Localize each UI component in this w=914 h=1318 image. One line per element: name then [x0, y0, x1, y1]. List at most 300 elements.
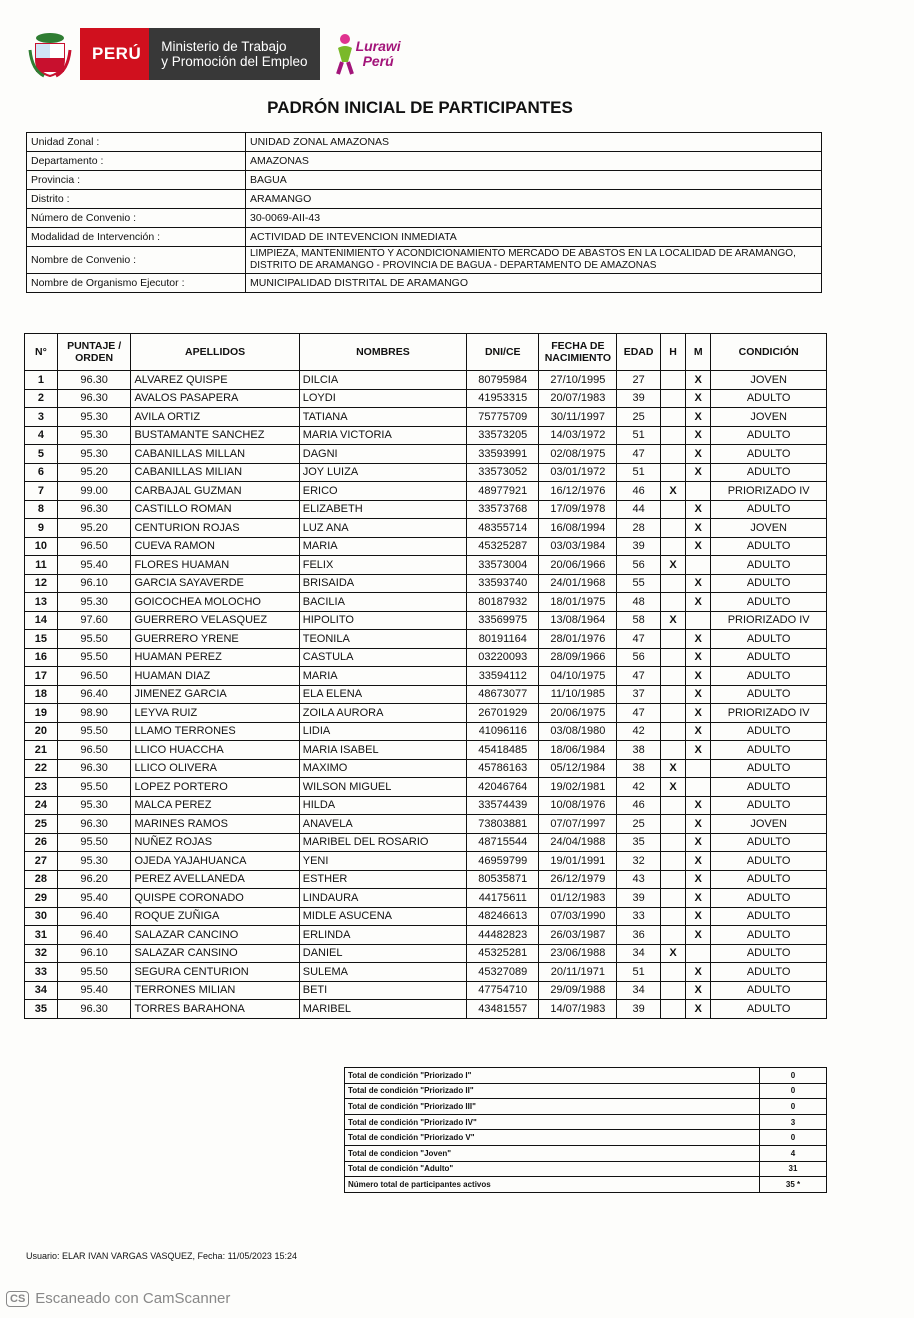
- row-dni: 41953315: [467, 389, 539, 408]
- row-condition: ADULTO: [711, 778, 827, 797]
- column-header: DNI/CE: [467, 334, 539, 371]
- row-names: LUZ ANA: [299, 519, 466, 538]
- totals-value: 31: [760, 1161, 827, 1177]
- table-row: [25, 926, 827, 945]
- row-surname: HUAMAN DIAZ: [131, 667, 299, 686]
- row-score: 95.50: [57, 778, 131, 797]
- table-header-row: [25, 334, 827, 371]
- info-value: LIMPIEZA, MANTENIMIENTO Y ACONDICIONAMIENTO MERCADO DE ABASTOS EN LA LOCALIDAD DE ARAMANGO, DISTRITO DE ARAMANGO - PROVINCIA DE BAGUA - DEPARTAMENTO DE AMAZONAS: [246, 247, 822, 274]
- row-male: [660, 852, 685, 871]
- row-male: [660, 963, 685, 982]
- row-male: [660, 445, 685, 464]
- row-female: X: [686, 926, 711, 945]
- row-birthdate: 13/08/1964: [539, 611, 617, 630]
- row-age: 27: [617, 371, 661, 390]
- ministry-name: [149, 28, 319, 80]
- row-age: 58: [617, 611, 661, 630]
- row-number: 29: [25, 889, 58, 908]
- row-score: 99.00: [57, 482, 131, 501]
- row-birthdate: 01/12/1983: [539, 889, 617, 908]
- row-age: 46: [617, 482, 661, 501]
- row-score: 98.90: [57, 704, 131, 723]
- row-number: 32: [25, 944, 58, 963]
- row-dni: 33569975: [467, 611, 539, 630]
- row-age: 32: [617, 852, 661, 871]
- row-names: LOYDI: [299, 389, 466, 408]
- row-age: 42: [617, 722, 661, 741]
- row-number: 22: [25, 759, 58, 778]
- totals-row: [345, 1083, 827, 1099]
- row-male: [660, 426, 685, 445]
- row-number: 19: [25, 704, 58, 723]
- row-dni: 47754710: [467, 981, 539, 1000]
- info-row: [27, 133, 822, 152]
- row-names: CASTULA: [299, 648, 466, 667]
- lurawi-line-1: Lurawi: [355, 38, 401, 54]
- row-female: X: [686, 796, 711, 815]
- totals-value: 0: [760, 1130, 827, 1146]
- row-score: 95.30: [57, 593, 131, 612]
- row-score: 96.30: [57, 389, 131, 408]
- row-age: 39: [617, 889, 661, 908]
- totals-row: [345, 1114, 827, 1130]
- row-female: X: [686, 722, 711, 741]
- row-score: 95.40: [57, 889, 131, 908]
- row-male: [660, 741, 685, 760]
- row-names: BETI: [299, 981, 466, 1000]
- row-number: 14: [25, 611, 58, 630]
- table-row: [25, 944, 827, 963]
- row-female: [686, 482, 711, 501]
- row-names: DAGNI: [299, 445, 466, 464]
- table-row: [25, 556, 827, 575]
- row-dni: 45325281: [467, 944, 539, 963]
- row-surname: JIMENEZ GARCIA: [131, 685, 299, 704]
- row-surname: LLICO HUACCHA: [131, 741, 299, 760]
- row-male: [660, 463, 685, 482]
- row-number: 24: [25, 796, 58, 815]
- peru-brand: PERÚ: [80, 28, 149, 80]
- row-number: 11: [25, 556, 58, 575]
- row-condition: ADULTO: [711, 426, 827, 445]
- row-dni: 80187932: [467, 593, 539, 612]
- row-dni: 33593991: [467, 445, 539, 464]
- row-names: LINDAURA: [299, 889, 466, 908]
- lurawi-logo: [334, 32, 401, 76]
- row-score: 95.20: [57, 519, 131, 538]
- info-row: [27, 171, 822, 190]
- column-header: PUNTAJE / ORDEN: [57, 334, 131, 371]
- table-row: [25, 759, 827, 778]
- row-age: 51: [617, 463, 661, 482]
- row-dni: 48355714: [467, 519, 539, 538]
- row-female: X: [686, 907, 711, 926]
- table-row: [25, 815, 827, 834]
- row-surname: TORRES BARAHONA: [131, 1000, 299, 1019]
- info-value: ARAMANGO: [246, 190, 822, 209]
- column-header: CONDICIÓN: [711, 334, 827, 371]
- table-row: [25, 408, 827, 427]
- row-condition: ADULTO: [711, 759, 827, 778]
- row-number: 1: [25, 371, 58, 390]
- row-condition: JOVEN: [711, 371, 827, 390]
- totals-row: [345, 1068, 827, 1084]
- row-condition: JOVEN: [711, 815, 827, 834]
- row-female: X: [686, 704, 711, 723]
- row-male: [660, 1000, 685, 1019]
- row-dni: 33574439: [467, 796, 539, 815]
- row-birthdate: 26/12/1979: [539, 870, 617, 889]
- totals-label: Total de condición "Priorizado I": [345, 1068, 760, 1084]
- row-female: X: [686, 685, 711, 704]
- row-male: [660, 648, 685, 667]
- row-age: 39: [617, 537, 661, 556]
- row-names: MAXIMO: [299, 759, 466, 778]
- row-age: 25: [617, 408, 661, 427]
- table-row: [25, 704, 827, 723]
- row-birthdate: 19/01/1991: [539, 852, 617, 871]
- row-condition: PRIORIZADO IV: [711, 704, 827, 723]
- row-dni: 45325287: [467, 537, 539, 556]
- row-number: 25: [25, 815, 58, 834]
- row-condition: JOVEN: [711, 408, 827, 427]
- row-condition: ADULTO: [711, 593, 827, 612]
- row-male: [660, 500, 685, 519]
- page-title: PADRÓN INICIAL DE PARTICIPANTES: [267, 98, 573, 117]
- totals-table: [344, 1067, 827, 1193]
- info-label: Nombre de Convenio :: [27, 247, 246, 274]
- row-condition: ADULTO: [711, 981, 827, 1000]
- totals-label: Total de condición "Adulto": [345, 1161, 760, 1177]
- table-row: [25, 685, 827, 704]
- totals-label: Total de condición "Priorizado IV": [345, 1114, 760, 1130]
- row-condition: ADULTO: [711, 741, 827, 760]
- row-birthdate: 10/08/1976: [539, 796, 617, 815]
- totals-row: [345, 1145, 827, 1161]
- info-label: Distrito :: [27, 190, 246, 209]
- row-surname: LEYVA RUIZ: [131, 704, 299, 723]
- row-birthdate: 16/08/1994: [539, 519, 617, 538]
- row-age: 39: [617, 1000, 661, 1019]
- row-condition: ADULTO: [711, 852, 827, 871]
- row-score: 95.50: [57, 963, 131, 982]
- row-number: 17: [25, 667, 58, 686]
- column-header: M: [686, 334, 711, 371]
- row-surname: OJEDA YAJAHUANCA: [131, 852, 299, 871]
- column-header: NOMBRES: [299, 334, 466, 371]
- row-score: 96.40: [57, 926, 131, 945]
- info-label: Número de Convenio :: [27, 209, 246, 228]
- row-score: 96.50: [57, 537, 131, 556]
- row-dni: 42046764: [467, 778, 539, 797]
- row-birthdate: 23/06/1988: [539, 944, 617, 963]
- row-score: 95.40: [57, 556, 131, 575]
- row-dni: 73803881: [467, 815, 539, 834]
- row-female: X: [686, 741, 711, 760]
- row-surname: MARINES RAMOS: [131, 815, 299, 834]
- info-row: [27, 228, 822, 247]
- coat-of-arms-icon: [28, 30, 72, 78]
- camscanner-icon: CS: [6, 1291, 29, 1307]
- row-age: 47: [617, 704, 661, 723]
- row-dni: 33593740: [467, 574, 539, 593]
- row-number: 5: [25, 445, 58, 464]
- row-number: 7: [25, 482, 58, 501]
- row-score: 95.30: [57, 426, 131, 445]
- row-birthdate: 18/06/1984: [539, 741, 617, 760]
- totals-label: Total de condición "Priorizado III": [345, 1099, 760, 1115]
- row-condition: ADULTO: [711, 574, 827, 593]
- info-label: Departamento :: [27, 152, 246, 171]
- row-dni: 33573052: [467, 463, 539, 482]
- row-score: 96.50: [57, 741, 131, 760]
- row-number: 15: [25, 630, 58, 649]
- row-condition: ADULTO: [711, 500, 827, 519]
- row-surname: CARBAJAL GUZMAN: [131, 482, 299, 501]
- row-age: 35: [617, 833, 661, 852]
- row-dni: 80535871: [467, 870, 539, 889]
- row-male: [660, 630, 685, 649]
- row-male: [660, 981, 685, 1000]
- row-condition: ADULTO: [711, 463, 827, 482]
- row-surname: PEREZ AVELLANEDA: [131, 870, 299, 889]
- ministry-line-2: y Promoción del Empleo: [161, 54, 308, 69]
- row-dni: 33573768: [467, 500, 539, 519]
- row-number: 21: [25, 741, 58, 760]
- info-value: MUNICIPALIDAD DISTRITAL DE ARAMANGO: [246, 274, 822, 293]
- row-names: ELA ELENA: [299, 685, 466, 704]
- row-number: 34: [25, 981, 58, 1000]
- row-birthdate: 27/10/1995: [539, 371, 617, 390]
- row-male: X: [660, 778, 685, 797]
- row-surname: FLORES HUAMAN: [131, 556, 299, 575]
- row-number: 13: [25, 593, 58, 612]
- row-score: 95.20: [57, 463, 131, 482]
- row-female: X: [686, 593, 711, 612]
- row-female: X: [686, 426, 711, 445]
- row-score: 96.30: [57, 1000, 131, 1019]
- row-dni: 75775709: [467, 408, 539, 427]
- row-age: 44: [617, 500, 661, 519]
- row-score: 95.30: [57, 796, 131, 815]
- table-row: [25, 389, 827, 408]
- row-birthdate: 04/10/1975: [539, 667, 617, 686]
- row-birthdate: 18/01/1975: [539, 593, 617, 612]
- row-score: 95.50: [57, 630, 131, 649]
- row-condition: ADULTO: [711, 907, 827, 926]
- row-score: 96.20: [57, 870, 131, 889]
- lurawi-line-2: Perú: [362, 53, 394, 69]
- row-female: X: [686, 963, 711, 982]
- row-names: HILDA: [299, 796, 466, 815]
- table-row: [25, 426, 827, 445]
- row-names: MARIBEL: [299, 1000, 466, 1019]
- row-female: X: [686, 519, 711, 538]
- row-condition: ADULTO: [711, 833, 827, 852]
- ministry-line-1: Ministerio de Trabajo: [161, 39, 287, 54]
- table-row: [25, 482, 827, 501]
- row-male: [660, 389, 685, 408]
- row-surname: GUERRERO YRENE: [131, 630, 299, 649]
- row-number: 12: [25, 574, 58, 593]
- row-number: 6: [25, 463, 58, 482]
- totals-value: 0: [760, 1068, 827, 1084]
- table-row: [25, 722, 827, 741]
- table-row: [25, 852, 827, 871]
- row-number: 3: [25, 408, 58, 427]
- row-age: 28: [617, 519, 661, 538]
- row-birthdate: 20/06/1975: [539, 704, 617, 723]
- row-dni: 33594112: [467, 667, 539, 686]
- info-value: BAGUA: [246, 171, 822, 190]
- row-score: 96.30: [57, 815, 131, 834]
- row-score: 96.30: [57, 500, 131, 519]
- row-birthdate: 20/06/1966: [539, 556, 617, 575]
- row-male: [660, 593, 685, 612]
- table-row: [25, 796, 827, 815]
- row-female: X: [686, 408, 711, 427]
- totals-row: [345, 1130, 827, 1146]
- row-names: ANAVELA: [299, 815, 466, 834]
- row-birthdate: 16/12/1976: [539, 482, 617, 501]
- row-female: X: [686, 500, 711, 519]
- column-header: H: [660, 334, 685, 371]
- row-dni: 48715544: [467, 833, 539, 852]
- row-names: SULEMA: [299, 963, 466, 982]
- row-birthdate: 02/08/1975: [539, 445, 617, 464]
- row-number: 33: [25, 963, 58, 982]
- row-age: 47: [617, 445, 661, 464]
- row-dni: 45327089: [467, 963, 539, 982]
- row-condition: ADULTO: [711, 889, 827, 908]
- row-male: [660, 833, 685, 852]
- row-female: X: [686, 537, 711, 556]
- row-score: 96.40: [57, 685, 131, 704]
- row-birthdate: 03/08/1980: [539, 722, 617, 741]
- row-score: 95.40: [57, 981, 131, 1000]
- row-age: 37: [617, 685, 661, 704]
- scanner-watermark: [6, 1290, 230, 1307]
- table-row: [25, 963, 827, 982]
- row-score: 96.40: [57, 907, 131, 926]
- row-female: [686, 778, 711, 797]
- row-condition: ADULTO: [711, 870, 827, 889]
- row-names: TATIANA: [299, 408, 466, 427]
- row-male: [660, 519, 685, 538]
- table-row: [25, 833, 827, 852]
- totals-label: Número total de participantes activos: [345, 1177, 760, 1193]
- row-birthdate: 26/03/1987: [539, 926, 617, 945]
- row-surname: LOPEZ PORTERO: [131, 778, 299, 797]
- row-score: 96.30: [57, 759, 131, 778]
- row-surname: LLICO OLIVERA: [131, 759, 299, 778]
- row-male: X: [660, 759, 685, 778]
- row-female: [686, 944, 711, 963]
- row-age: 55: [617, 574, 661, 593]
- row-condition: ADULTO: [711, 722, 827, 741]
- row-names: JOY LUIZA: [299, 463, 466, 482]
- info-value: UNIDAD ZONAL AMAZONAS: [246, 133, 822, 152]
- row-score: 97.60: [57, 611, 131, 630]
- row-birthdate: 19/02/1981: [539, 778, 617, 797]
- table-row: [25, 630, 827, 649]
- row-number: 30: [25, 907, 58, 926]
- info-row: [27, 274, 822, 293]
- row-male: [660, 371, 685, 390]
- row-number: 9: [25, 519, 58, 538]
- row-number: 4: [25, 426, 58, 445]
- row-age: 51: [617, 963, 661, 982]
- totals-value: 4: [760, 1145, 827, 1161]
- row-names: LIDIA: [299, 722, 466, 741]
- row-male: [660, 685, 685, 704]
- row-names: BRISAIDA: [299, 574, 466, 593]
- row-female: [686, 759, 711, 778]
- row-condition: ADULTO: [711, 1000, 827, 1019]
- row-male: [660, 796, 685, 815]
- row-condition: PRIORIZADO IV: [711, 611, 827, 630]
- row-dni: 03220093: [467, 648, 539, 667]
- page-header: [28, 26, 401, 82]
- info-label: Modalidad de Intervención :: [27, 228, 246, 247]
- row-birthdate: 28/09/1966: [539, 648, 617, 667]
- row-names: WILSON MIGUEL: [299, 778, 466, 797]
- column-header: APELLIDOS: [131, 334, 299, 371]
- row-male: X: [660, 944, 685, 963]
- row-male: [660, 907, 685, 926]
- row-score: 95.30: [57, 445, 131, 464]
- row-birthdate: 14/03/1972: [539, 426, 617, 445]
- table-row: [25, 500, 827, 519]
- row-score: 96.10: [57, 574, 131, 593]
- row-surname: ROQUE ZUÑIGA: [131, 907, 299, 926]
- row-birthdate: 03/01/1972: [539, 463, 617, 482]
- row-female: X: [686, 815, 711, 834]
- row-number: 31: [25, 926, 58, 945]
- row-names: MARIA: [299, 667, 466, 686]
- row-surname: CASTILLO ROMAN: [131, 500, 299, 519]
- row-age: 47: [617, 667, 661, 686]
- totals-label: Total de condicion "Joven": [345, 1145, 760, 1161]
- row-names: FELIX: [299, 556, 466, 575]
- row-female: X: [686, 667, 711, 686]
- row-score: 95.50: [57, 722, 131, 741]
- row-age: 34: [617, 981, 661, 1000]
- table-row: [25, 907, 827, 926]
- row-condition: ADULTO: [711, 926, 827, 945]
- row-female: X: [686, 981, 711, 1000]
- agreement-info-table: [26, 132, 822, 293]
- row-number: 27: [25, 852, 58, 871]
- row-age: 47: [617, 630, 661, 649]
- row-female: X: [686, 889, 711, 908]
- row-number: 20: [25, 722, 58, 741]
- row-dni: 44482823: [467, 926, 539, 945]
- info-row: [27, 247, 822, 274]
- row-number: 28: [25, 870, 58, 889]
- row-score: 96.10: [57, 944, 131, 963]
- row-names: ERICO: [299, 482, 466, 501]
- info-row: [27, 152, 822, 171]
- info-value: ACTIVIDAD DE INTEVENCION INMEDIATA: [246, 228, 822, 247]
- row-surname: NUÑEZ ROJAS: [131, 833, 299, 852]
- info-label: Provincia :: [27, 171, 246, 190]
- row-condition: ADULTO: [711, 796, 827, 815]
- row-surname: CENTURION ROJAS: [131, 519, 299, 538]
- row-surname: CUEVA RAMON: [131, 537, 299, 556]
- row-male: [660, 815, 685, 834]
- row-dni: 26701929: [467, 704, 539, 723]
